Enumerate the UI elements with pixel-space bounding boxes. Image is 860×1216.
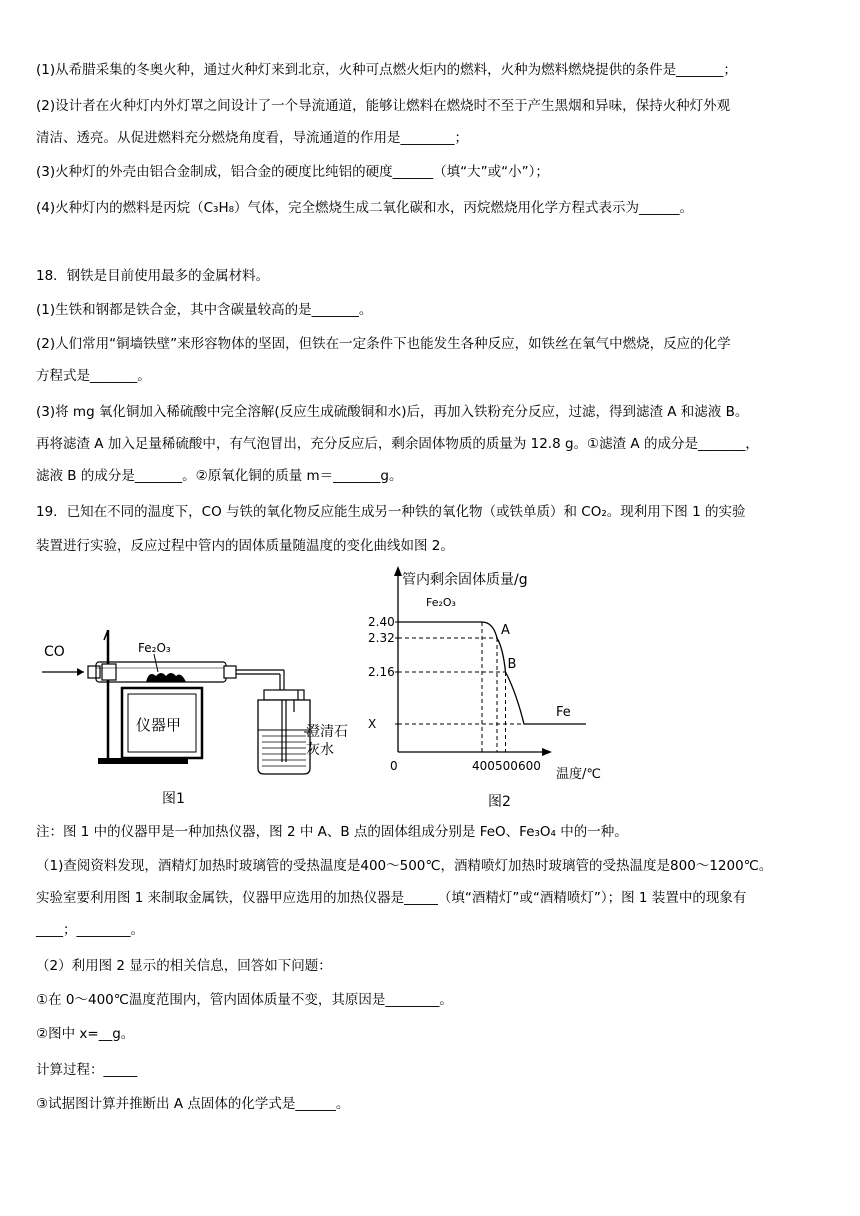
text-line: 再将滤渣 A 加入足量稀硫酸中，有气泡冒出，充分反应后，剩余固体物质的质量为 12.8 g。①滤渣 A 的成分是_______， bbox=[36, 436, 759, 452]
text-line: 清洁、透亮。从促进燃料充分燃烧角度看，导流通道的作用是________； bbox=[36, 130, 468, 146]
text-line: ____；________。 bbox=[36, 922, 144, 938]
x-tick-label: 400 bbox=[472, 759, 495, 773]
figure-2-chart bbox=[360, 562, 620, 814]
figure-1-apparatus bbox=[36, 590, 348, 815]
limewater-bottle bbox=[258, 700, 310, 774]
instrument-label: 仪器甲 bbox=[136, 716, 182, 734]
y-tick-label: X bbox=[368, 717, 377, 731]
figure-1-caption: 图1 bbox=[162, 791, 185, 807]
figure-2-caption: 图2 bbox=[488, 794, 511, 810]
text-line: (4)火种灯内的燃料是丙烷（C₃H₈）气体，完全燃烧生成二氧化碳和水，丙烷燃烧用化学方程式表示为______。 bbox=[36, 200, 694, 216]
y-tick-label: 2.32 bbox=[368, 631, 395, 645]
text-line: (3)火种灯的外壳由铝合金制成，铝合金的硬度比纯铝的硬度______（填“大”或“小”）； bbox=[36, 164, 549, 180]
text-line: ③试据图计算并推断出 A 点固体的化学式是______。 bbox=[36, 1096, 350, 1112]
x-tick-label: 500 bbox=[495, 759, 518, 773]
text-line: (3)将 mg 氧化铜加入稀硫酸中完全溶解(反应生成硫酸铜和水)后，再加入铁粉充分反应，过滤，得到滤渣 A 和滤液 B。 bbox=[36, 404, 749, 420]
chart-ylabel: 管内剩余固体质量/g bbox=[402, 572, 528, 588]
text-line: 18．钢铁是目前使用最多的金属材料。 bbox=[36, 268, 270, 284]
text-line: (2)人们常用“铜墙铁壁”来形容物体的坚固，但铁在一定条件下也能发生各种反应，如铁丝在氧气中燃烧，反应的化学 bbox=[36, 336, 731, 352]
fe2o3-label: Fe₂O₃ bbox=[138, 641, 171, 655]
x-tick-label: 600 bbox=[518, 759, 541, 773]
limewater-label-2: 灰水 bbox=[306, 742, 334, 758]
co-label: CO bbox=[44, 644, 65, 660]
text-line: 装置进行实验，反应过程中管内的固体质量随温度的变化曲线如图 2。 bbox=[36, 538, 454, 554]
text-line: （2）利用图 2 显示的相关信息，回答如下问题： bbox=[36, 958, 332, 974]
annotation-a: A bbox=[501, 623, 510, 638]
annotation-b: B bbox=[507, 657, 517, 672]
text-line: 实验室要利用图 1 来制取金属铁，仪器甲应选用的加热仪器是_____（填“酒精灯”或“酒精喷灯”）；图 1 装置中的现象有 bbox=[36, 890, 747, 906]
y-tick-label: 2.16 bbox=[368, 665, 395, 679]
text-line: ①在 0～400℃温度范围内，管内固体质量不变，其原因是________。 bbox=[36, 992, 453, 1008]
text-line: 方程式是_______。 bbox=[36, 368, 151, 384]
text-line: 滤液 B 的成分是_______。②原氧化铜的质量 m＝_______g。 bbox=[36, 468, 403, 484]
limewater-label-1: 澄清石 bbox=[306, 724, 348, 740]
y-axis-arrow bbox=[394, 566, 402, 576]
text-line: (1)从希腊采集的冬奥火种，通过火种灯来到北京，火种可点燃火炬内的燃料，火种为燃料燃烧提供的条件是_______； bbox=[36, 62, 737, 78]
annotation-fe2o3: Fe₂O₃ bbox=[426, 596, 456, 609]
text-line: (2)设计者在火种灯内外灯罩之间设计了一个导流通道，能够让燃料在燃烧时不至于产生黑烟和异味，保持火种灯外观 bbox=[36, 98, 731, 114]
text-line: （1)查阅资料发现，酒精灯加热时玻璃管的受热温度是400～500℃，酒精喷灯加热时玻璃管的受热温度是800～1200℃。 bbox=[36, 858, 773, 874]
text-line: ②图中 x=__g。 bbox=[36, 1026, 135, 1042]
y-tick-label: 2.40 bbox=[368, 615, 395, 629]
text-line: (1)生铁和钢都是铁合金，其中含碳量较高的是_______。 bbox=[36, 302, 373, 318]
x-axis-arrow bbox=[542, 748, 552, 756]
text-line: 19．已知在不同的温度下，CO 与铁的氧化物反应能生成另一种铁的氧化物（或铁单质）和 CO₂。现利用下图 1 的实验 bbox=[36, 504, 746, 520]
text-line: 注：图 1 中的仪器甲是一种加热仪器，图 2 中 A、B 点的固体组成分别是 FeO、Fe₃O₄ 中的一种。 bbox=[36, 824, 628, 840]
text-line: 计算过程：_____ bbox=[36, 1062, 138, 1078]
annotation-fe: Fe bbox=[556, 705, 571, 720]
fe2o3-powder bbox=[146, 673, 186, 682]
chart-xlabel: 温度/℃ bbox=[556, 767, 601, 782]
x-tick-label: 0 bbox=[390, 759, 398, 773]
